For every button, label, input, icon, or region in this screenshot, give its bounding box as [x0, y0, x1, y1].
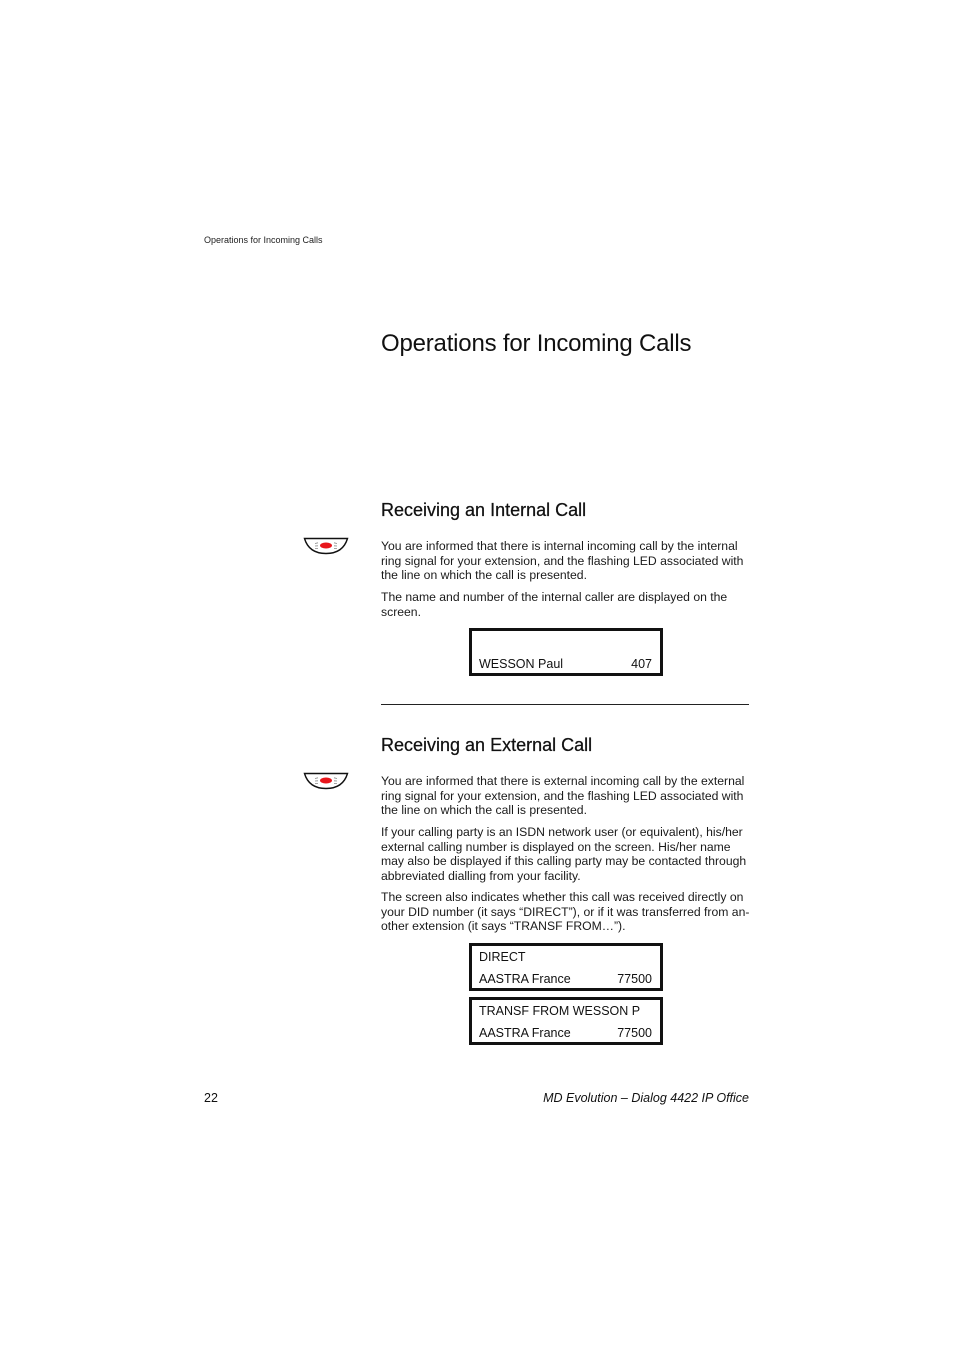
caller-number: 77500: [617, 972, 652, 986]
caller-number: 407: [631, 657, 652, 671]
caller-name: AASTRA France: [479, 972, 571, 986]
paragraph: You are informed that there is external incoming call by the external ring signal for your extension, and the flashing LED associated with the line on which the call is presented.: [381, 774, 745, 818]
page-title: Operations for Incoming Calls: [381, 330, 692, 357]
caller-name: WESSON Paul: [479, 657, 564, 671]
caller-number: 77500: [617, 1026, 652, 1040]
phone-display-screen: [469, 628, 663, 676]
caller-name: AASTRA France: [479, 1026, 571, 1040]
page-number: 22: [204, 1091, 218, 1105]
section-title-external-call: Receiving an External Call: [381, 735, 593, 755]
section-divider: [381, 704, 749, 705]
display-line-1: DIRECT: [479, 950, 526, 964]
ringing-led-icon: [303, 772, 349, 790]
display-line-1: TRANSF FROM WESSON P: [479, 1004, 641, 1018]
paragraph: If your calling party is an ISDN network user (or equivalent), his/her external calling number is displayed on the screen. His/her name may also be displayed if this calling party may be contacted through abbreviated dialling from your facility.: [381, 825, 747, 883]
phone-display-screen: [469, 943, 663, 991]
paragraph: The screen also indicates whether this call was received directly on your DID number (it says “DIRECT”), or if it was transferred from an-other extension (it says “TRANSF FROM…”).: [381, 890, 750, 934]
display-line-2: [479, 656, 652, 672]
paragraph: You are informed that there is internal incoming call by the internal ring signal for your extension, and the flashing LED associated with the line on which the call is presented.: [381, 539, 744, 583]
paragraph: The name and number of the internal caller are displayed on the screen.: [381, 590, 728, 619]
phone-display-screen: [469, 997, 663, 1045]
running-header: Operations for Incoming Calls: [204, 235, 323, 245]
display-line-1: [479, 635, 652, 651]
display-line-2: [479, 1025, 652, 1041]
display-line-2: [479, 971, 652, 987]
document-title: MD Evolution – Dialog 4422 IP Office: [543, 1091, 749, 1105]
section-title-internal-call: Receiving an Internal Call: [381, 500, 587, 520]
ringing-led-icon: [303, 537, 349, 555]
